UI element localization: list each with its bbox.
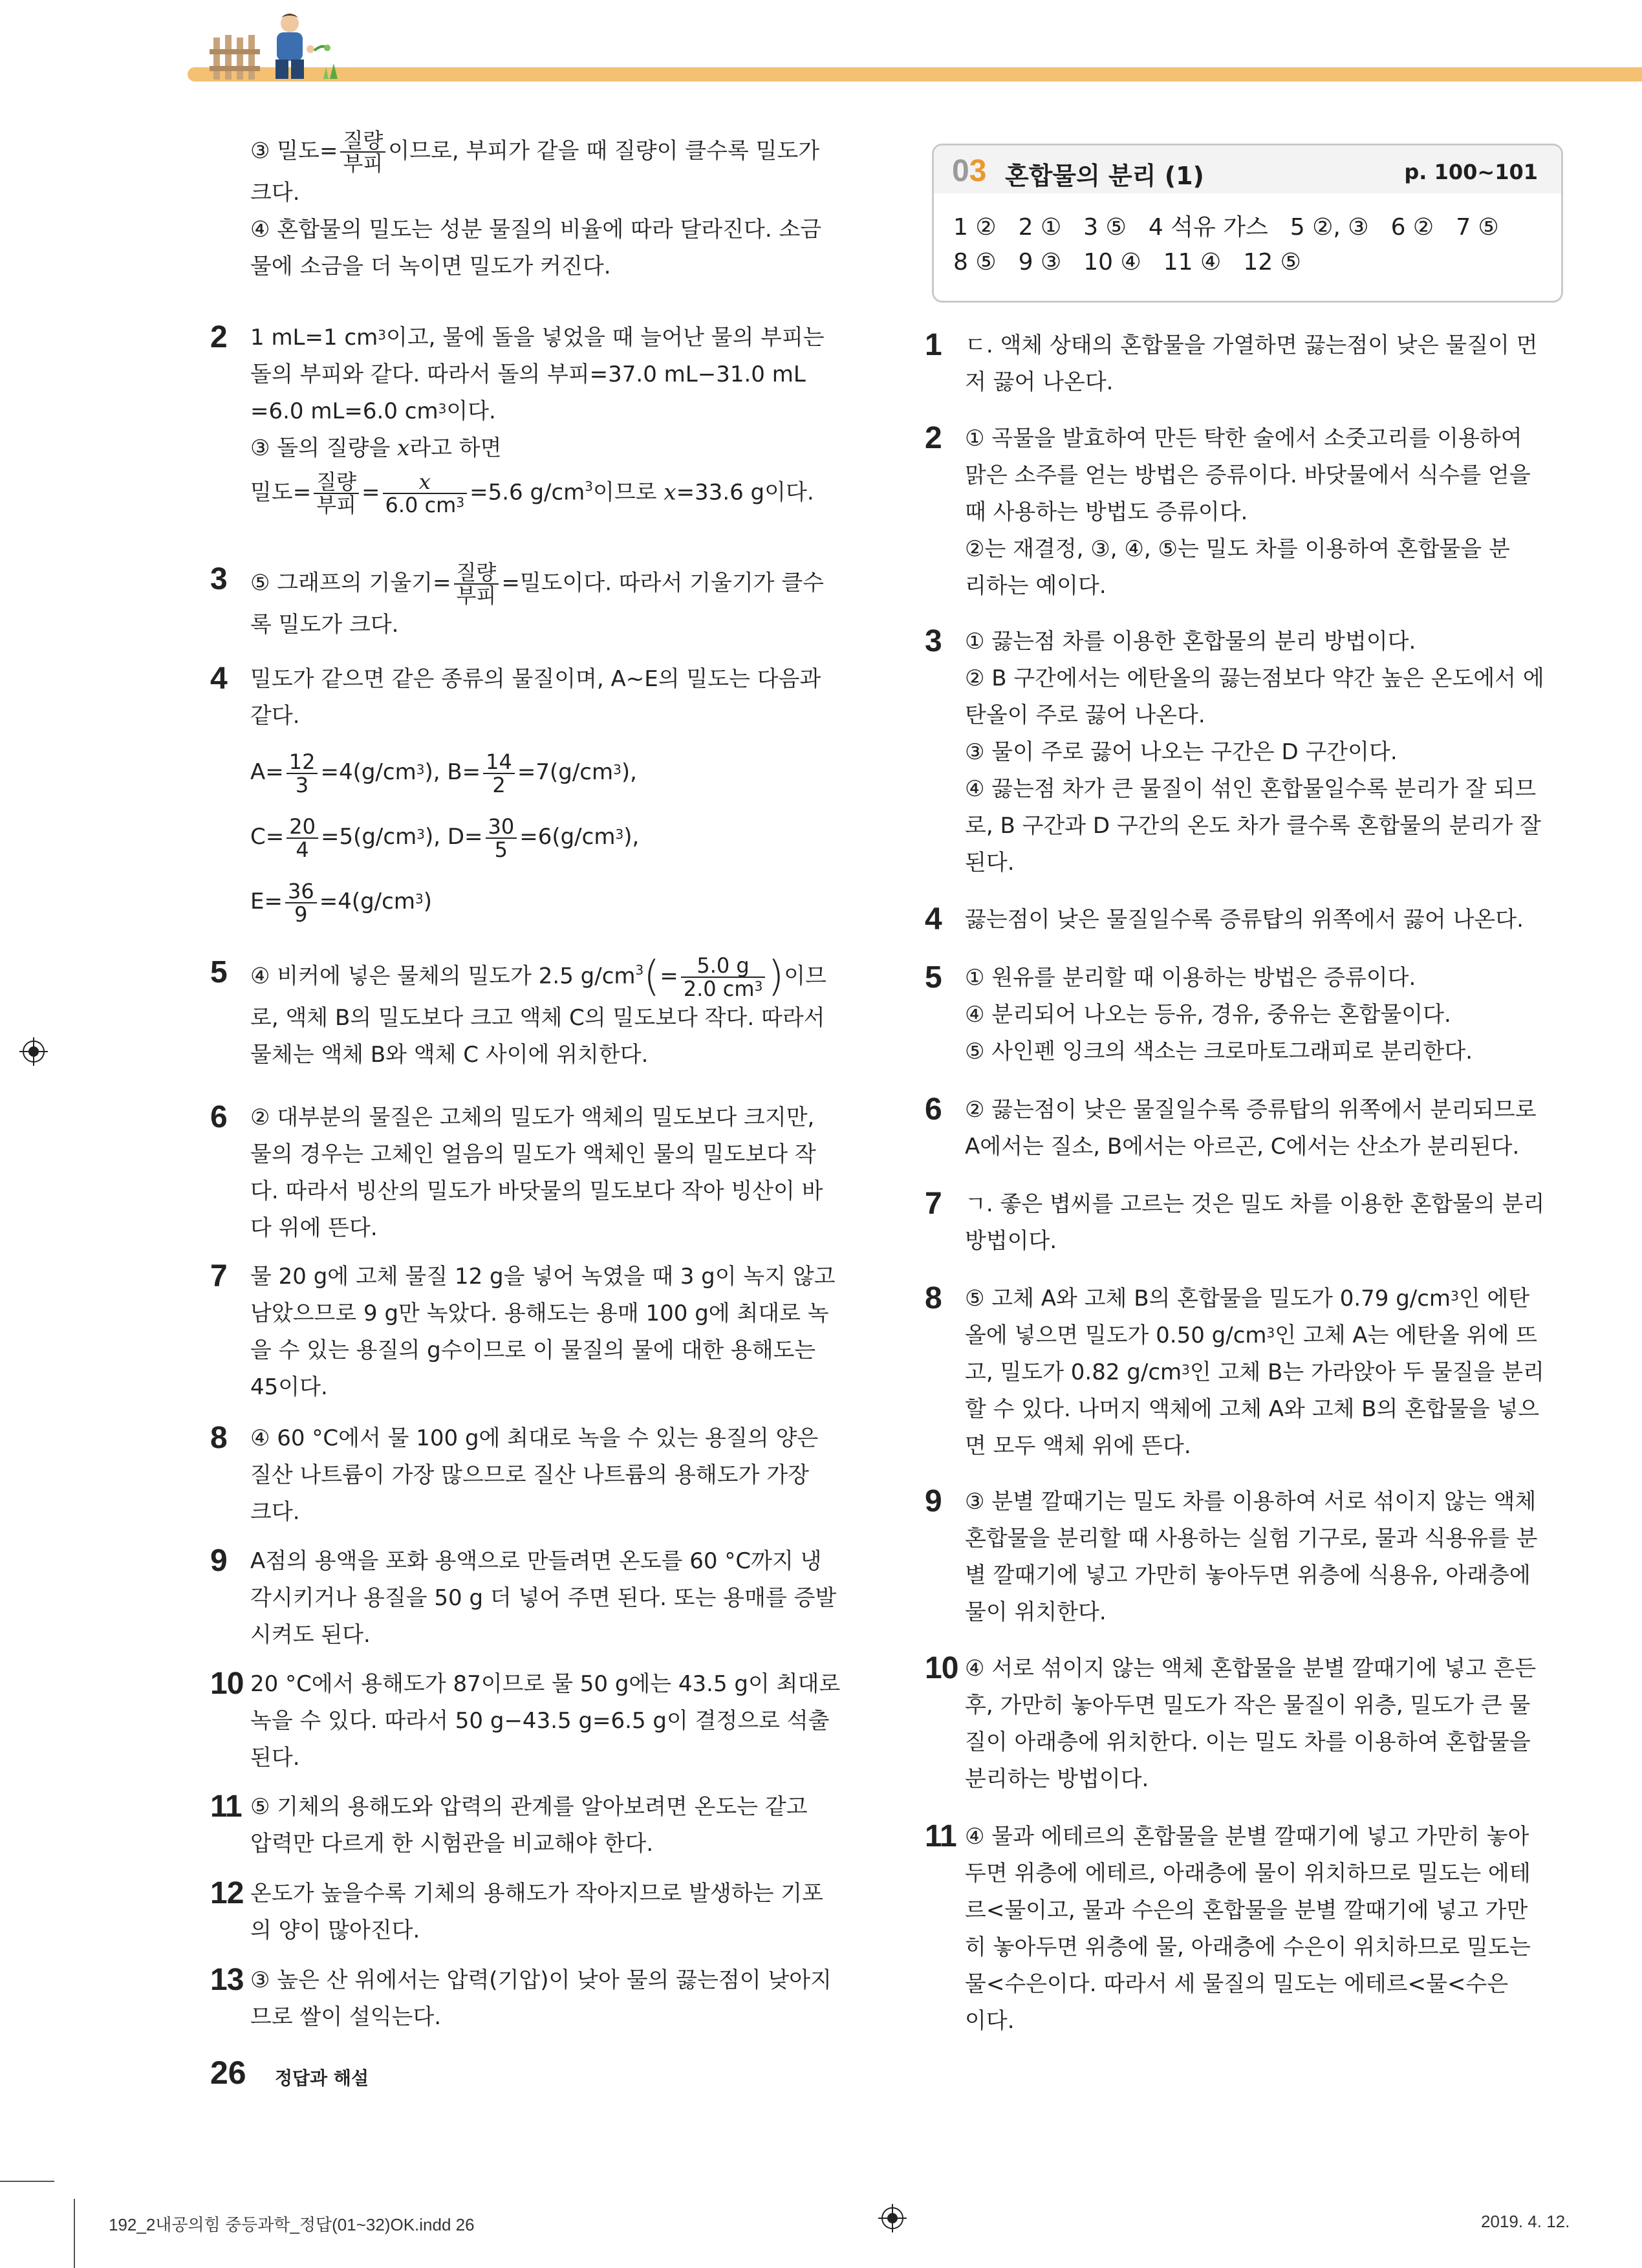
section-number: 03 bbox=[952, 154, 987, 188]
answer-row-1: 1 ② 2 ① 3 ⑤ 4 석유 가스 5 ②, ③ 6 ② 7 ⑤ bbox=[953, 214, 1499, 241]
page-range: p. 100~101 bbox=[1404, 160, 1538, 184]
answer-row-2: 8 ⑤ 9 ③ 10 ④ 11 ④ 12 ⑤ bbox=[953, 249, 1301, 275]
answer-summary-box bbox=[932, 144, 1563, 303]
header-bar bbox=[188, 67, 1642, 81]
crop-mark bbox=[74, 2199, 75, 2268]
page-number: 26 bbox=[210, 2055, 246, 2091]
crop-mark bbox=[0, 2181, 54, 2182]
page-label: 정답과 해설 bbox=[275, 2068, 369, 2089]
file-slug: 192_2내공의힘 중등과학_정답(01~32)OK.indd 26 bbox=[109, 2215, 475, 2234]
gardener-illustration bbox=[200, 12, 349, 83]
fraction: $\frac{\text{질량}}{\text{부피}}$ bbox=[340, 129, 385, 175]
registration-mark-icon bbox=[878, 2204, 907, 2232]
print-date: 2019. 4. 12. bbox=[1481, 2212, 1570, 2231]
registration-mark-icon bbox=[19, 1037, 48, 1066]
section-title: 혼합물의 분리 (1) bbox=[1005, 162, 1204, 190]
